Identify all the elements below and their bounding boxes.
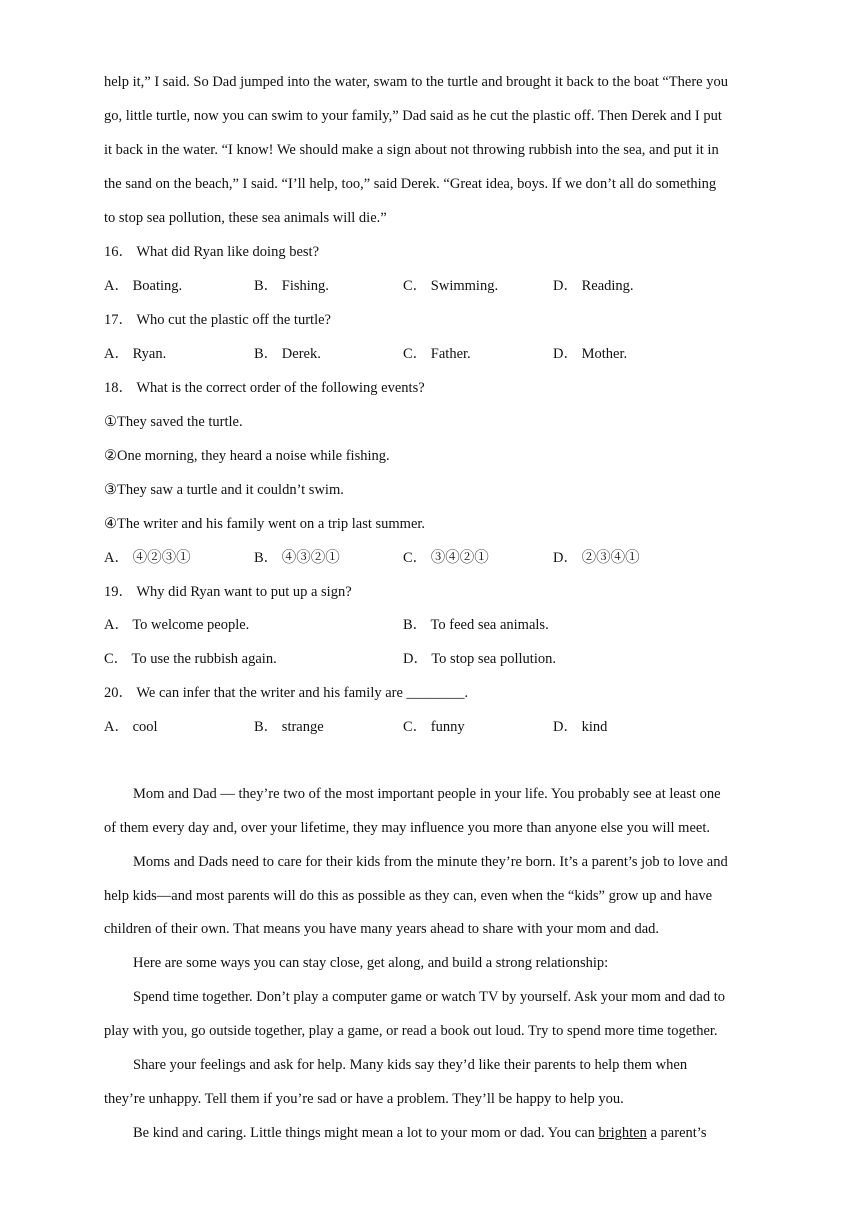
q20-option-c: C． funny [403,719,465,735]
q18-event: ②One morning, they heard a noise while fishing. [104,448,390,464]
q20-option-a: A． cool [104,719,158,735]
q16-option-b: B． Fishing. [254,278,329,294]
q18-event: ④The writer and his family went on a trip last summer. [104,516,426,532]
passage2-line: help kids—and most parents will do this as possible as they can, even when the “kids” grow up and have [104,888,713,904]
question-16-stem: 16． What did Ryan like doing best? [104,244,320,260]
passage1-line: the sand on the beach,” I said. “I’ll help, too,” said Derek. “Great idea, boys. If we don’t all do something [104,176,717,192]
passage2-line: Moms and Dads need to care for their kids from the minute they’re born. It’s a parent’s job to love and [133,854,728,870]
passage1-line: go, little turtle, now you can swim to your family,” Dad said as he cut the plastic off. Then Derek and I put [104,108,722,124]
passage2-last-line [133,1124,706,1142]
question-17-stem: 17． Who cut the plastic off the turtle? [104,312,331,328]
passage1-line: it back in the water. “I know! We should make a sign about not throwing rubbish into the sea, and put it in [104,142,719,158]
q19-option-b: B． To feed sea animals. [403,617,549,633]
passage2-line: they’re unhappy. Tell them if you’re sad or have a problem. They’ll be happy to help you. [104,1091,624,1107]
passage2-line: play with you, go outside together, play a game, or read a book out loud. Try to spend more time together. [104,1023,718,1039]
q19-option-a: A． To welcome people. [104,617,250,633]
question-20-stem: 20． We can infer that the writer and his family are ________. [104,685,469,701]
question-19-stem: 19． Why did Ryan want to put up a sign? [104,584,352,600]
passage1-line: help it,” I said. So Dad jumped into the water, swam to the turtle and brought it back to the boat “There you [104,74,728,90]
q19-option-c: C． To use the rubbish again. [104,651,277,667]
q17-option-d: D． Mother. [553,346,628,362]
passage2-line: Spend time together. Don’t play a computer game or watch TV by yourself. Ask your mom and dad to [133,989,725,1005]
q16-option-d: D． Reading. [553,278,634,294]
passage1-line: to stop sea pollution, these sea animals will die.” [104,210,387,226]
passage2-line: children of their own. That means you have many years ahead to share with your mom and dad. [104,921,660,937]
q19-option-d: D． To stop sea pollution. [403,651,556,667]
passage2-line: Here are some ways you can stay close, get along, and build a strong relationship: [133,955,609,971]
q18-option-a: A． ④②③① [104,550,191,566]
passage2-text: Be kind and caring. Little things might mean a lot to your mom or dad. You can [133,1125,599,1141]
q18-option-d: D． ②③④① [553,550,640,566]
q18-option-c: C． ③④②① [403,550,489,566]
passage2-line: Share your feelings and ask for help. Many kids say they’d like their parents to help them when [133,1057,688,1073]
passage2-text: a parent’s [646,1125,707,1141]
q17-option-b: B． Derek. [254,346,321,362]
q18-event: ③They saw a turtle and it couldn’t swim. [104,482,344,498]
q16-option-a: A． Boating. [104,278,183,294]
question-18-stem: 18． What is the correct order of the following events? [104,380,425,396]
q20-option-d: D． kind [553,719,608,735]
q16-option-c: C． Swimming. [403,278,499,294]
q18-event: ①They saved the turtle. [104,414,243,430]
passage2-line: Mom and Dad — they’re two of the most important people in your life. You probably see at least one [133,786,721,802]
underlined-word-brighten: brighten [598,1125,647,1141]
q18-option-b: B． ④③②① [254,550,340,566]
q20-option-b: B． strange [254,719,324,735]
q17-option-c: C． Father. [403,346,471,362]
q17-option-a: A． Ryan. [104,346,167,362]
passage2-line: of them every day and, over your lifetime, they may influence you more than anyone else you will meet. [104,820,710,836]
